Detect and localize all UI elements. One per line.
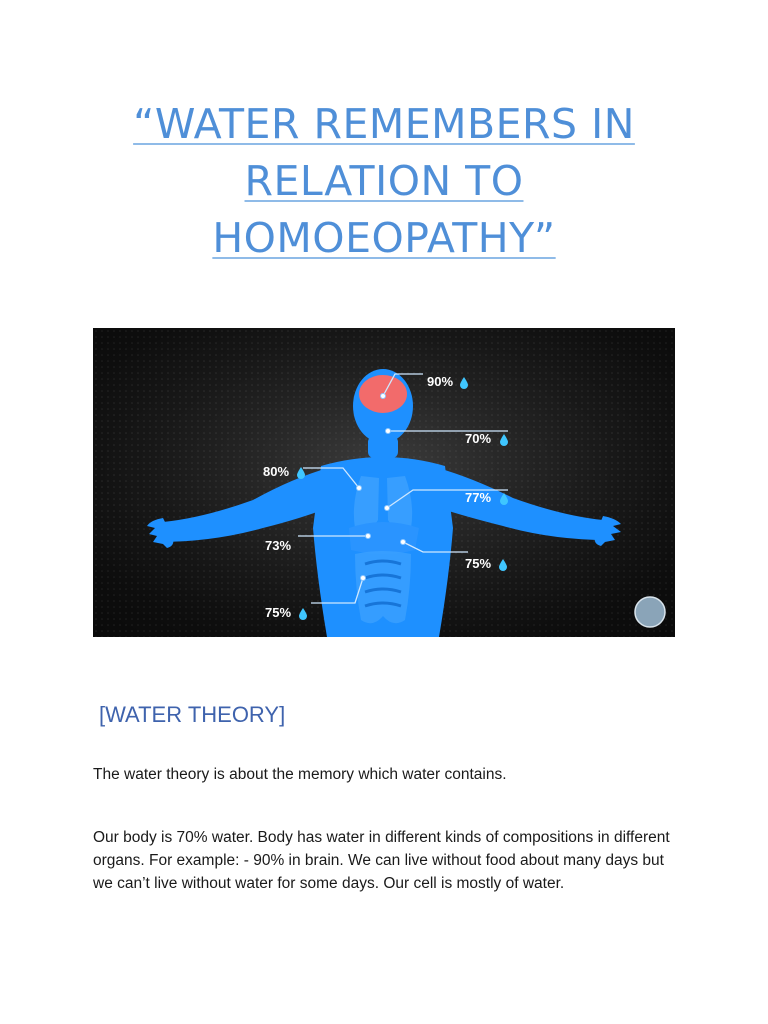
label-head: 70%: [465, 431, 492, 446]
title-line-1: “WATER REMEMBERS IN: [133, 100, 635, 148]
label-heart: 77%: [465, 490, 492, 505]
label-brain: 90%: [427, 374, 454, 389]
label-intestine: 75%: [265, 605, 292, 620]
body-illustration: [93, 328, 675, 637]
section-heading: [WATER THEORY]: [99, 702, 286, 727]
title-line-3: HOMOEOPATHY”: [212, 214, 556, 262]
title-line-2: RELATION TO: [244, 157, 524, 205]
label-lungs: 80%: [263, 464, 290, 479]
liver-organ: [349, 522, 419, 554]
paragraph-intro: The water theory is about the memory which water contains.: [93, 766, 507, 783]
body-water-infographic: [93, 328, 675, 637]
label-kidneys: 75%: [465, 556, 492, 571]
paragraph-body-water: Our body is 70% water. Body has water in different kinds of compositions in different organs. For example: - 90% in brain. We can live without food about many days but we can’t live without water for some days. Our cell is mostly of water.: [93, 829, 670, 892]
document-title: [0, 96, 768, 267]
watermark-logo: [635, 597, 665, 627]
label-liver: 73%: [265, 538, 292, 553]
